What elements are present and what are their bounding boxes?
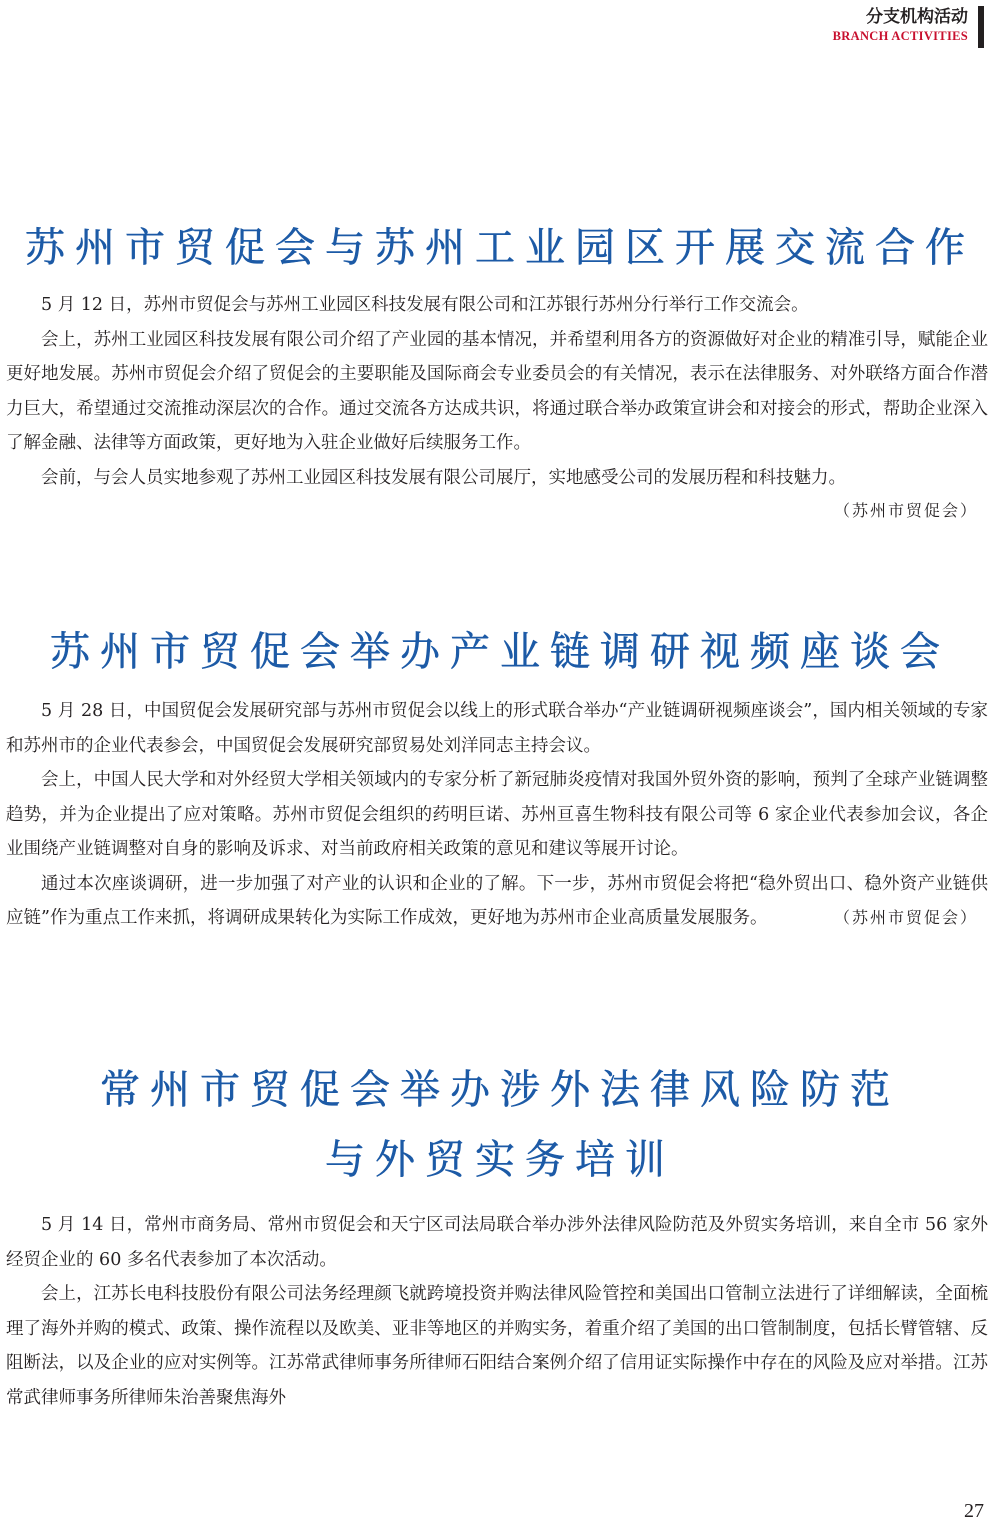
article-3-title-line-2: 与外贸实务培训: [325, 1137, 675, 1183]
article-1-source: （苏州市贸促会）: [833, 501, 978, 520]
article-2-paragraph: 通过本次座谈调研，进一步加强了对产业的认识和企业的了解。下一步，苏州市贸促会将把“稳外贸出口、稳外资产业链供应链”作为重点工作来抓，将调研成果转化为实际工作成效，更好地为苏州市企业高质量发展服务。: [6, 873, 988, 928]
section-header: [833, 6, 984, 48]
page-number: 27: [964, 1500, 984, 1522]
article-3-title-line-1: 常州市贸促会举办涉外法律风险防范: [100, 1067, 900, 1113]
article-2-paragraph: 会上，中国人民大学和对外经贸大学相关领域内的专家分析了新冠肺炎疫情对我国外贸外资的影响，预判了全球产业链调整趋势，并为企业提出了应对策略。苏州市贸促会组织的药明巨诺、苏州亘喜生物科技有限公司等 6 家企业代表参加会议，各企业围绕产业链调整对自身的影响及诉求、对当前政府相关政策的意见和建议等展开讨论。: [6, 770, 988, 859]
article-1-paragraph: 会前，与会人员实地参观了苏州工业园区科技发展有限公司展厅，实地感受公司的发展历程和科技魅力。: [41, 467, 846, 488]
article-2-source: （苏州市贸促会）: [833, 907, 978, 927]
article-3-paragraph: 5 月 14 日，常州市商务局、常州市贸促会和天宁区司法局联合举办涉外法律风险防范及外贸实务培训，来自全市 56 家外经贸企业的 60 多名代表参加了本次活动。: [6, 1215, 988, 1270]
article-2-title: 苏州市贸促会举办产业链调研视频座谈会: [50, 629, 950, 675]
article-2-body: [6, 694, 988, 934]
article-3-body: [6, 1208, 988, 1415]
article-1-paragraph: 5 月 12 日，苏州市贸促会与苏州工业园区科技发展有限公司和江苏银行苏州分行举行工作交流会。: [41, 295, 809, 315]
section-title-en: BRANCH ACTIVITIES: [832, 29, 968, 43]
article-3-paragraph: 会上，江苏长电科技股份有限公司法务经理颜飞就跨境投资并购法律风险管控和美国出口管制立法进行了详细解读，全面梳理了海外并购的模式、政策、操作流程以及欧美、亚非等地区的并购实务，着重介绍了美国的出口管制制度，包括长臂管辖、反阻断法，以及企业的应对实例等。江苏常武律师事务所律师石阳结合案例介绍了信用证实际操作中存在的风险及应对举措。江苏常武律师事务所律师朱治善聚焦海外: [6, 1284, 988, 1408]
article-1-title: 苏州市贸促会与苏州工业园区开展交流合作: [25, 225, 975, 271]
article-2-paragraph: 5 月 28 日，中国贸促会发展研究部与苏州市贸促会以线上的形式联合举办“产业链调研视频座谈会”，国内相关领域的专家和苏州市的企业代表参会，中国贸促会发展研究部贸易处刘洋同志主持会议。: [6, 701, 988, 756]
section-title-cn: 分支机构活动: [866, 7, 968, 27]
article-1-paragraph: 会上，苏州工业园区科技发展有限公司介绍了产业园的基本情况，并希望利用各方的资源做好对企业的精准引导，赋能企业更好地发展。苏州市贸促会介绍了贸促会的主要职能及国际商会专业委员会的有关情况，表示在法律服务、对外联络方面合作潜力巨大，希望通过交流推动深层次的合作。通过交流各方达成共识，将通过联合举办政策宣讲会和对接会的形式，帮助企业深入了解金融、法律等方面政策，更好地为入驻企业做好后续服务工作。: [6, 329, 988, 453]
article-1-body: [6, 288, 988, 527]
